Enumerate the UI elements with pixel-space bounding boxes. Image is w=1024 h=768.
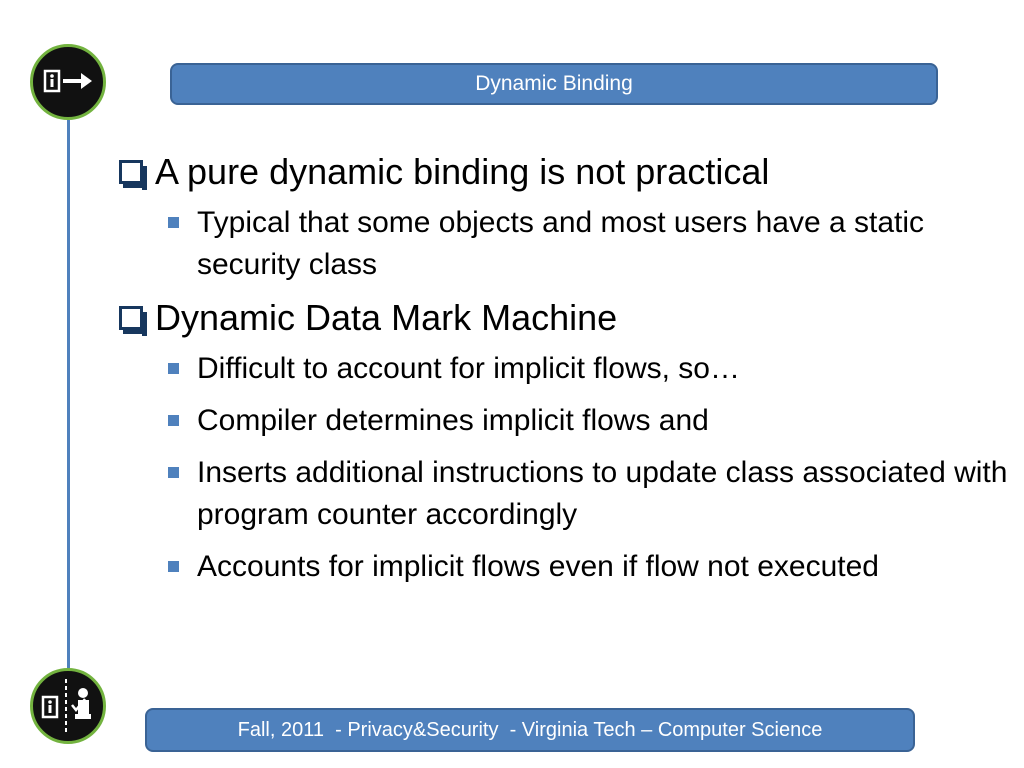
square-bullet-icon [168, 415, 179, 426]
bullet-1-sub-1-text: Typical that some objects and most users have a static security class [197, 206, 925, 281]
square-bullet-icon [168, 217, 179, 228]
bullet-2-sub-1 [197, 348, 1015, 390]
checkbox-bullet-icon [119, 306, 143, 330]
bullet-2-sub-2-text: Compiler determines implicit flows and [197, 404, 709, 437]
bullet-2 [115, 296, 1015, 340]
document-officer-icon [30, 668, 106, 744]
bullet-2-sub-3 [197, 452, 1015, 536]
bullet-2-sub-4-text: Accounts for implicit flows even if flow not executed [197, 550, 879, 583]
slide-title: Dynamic Binding [170, 63, 938, 105]
square-bullet-icon [168, 363, 179, 374]
bullet-2-text: Dynamic Data Mark Machine [155, 297, 618, 338]
slide-content [115, 150, 1015, 598]
bullet-2-sub-3-text: Inserts additional instructions to update class associated with program counter accordingly [197, 456, 1008, 531]
checkbox-bullet-icon [119, 160, 143, 184]
slide-footer: Fall, 2011 - Privacy&Security - Virginia Tech – Computer Science [145, 708, 915, 752]
bullet-1 [115, 150, 1015, 194]
square-bullet-icon [168, 561, 179, 572]
document-arrow-icon [30, 44, 106, 120]
decorative-vertical-line [67, 120, 70, 670]
bullet-2-sub-2 [197, 400, 1015, 442]
bullet-1-text: A pure dynamic binding is not practical [155, 151, 770, 192]
square-bullet-icon [168, 467, 179, 478]
bullet-1-sub-1 [197, 202, 1015, 286]
bullet-2-sub-4 [197, 546, 1015, 588]
bullet-2-sub-1-text: Difficult to account for implicit flows, so… [197, 352, 740, 385]
